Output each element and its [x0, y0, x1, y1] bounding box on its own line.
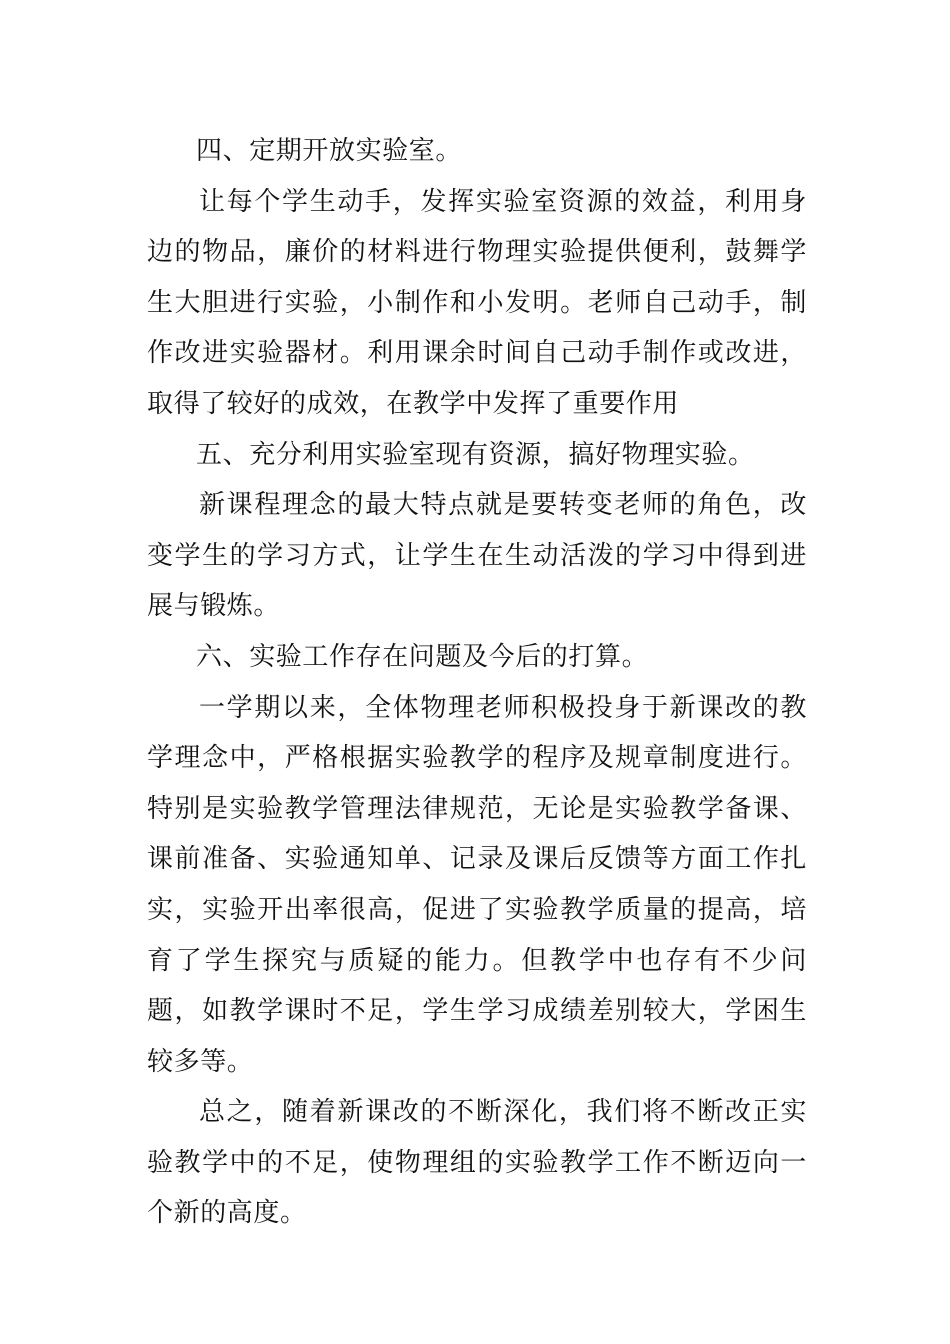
- section-heading-6: 六、实验工作存在问题及今后的打算。: [196, 641, 649, 672]
- paragraph-new-curriculum: 新课程理念的最大特点就是要转变老师的角色，改变学生的学习方式，让学生在生动活泼的学习中得到进展与锻炼。: [147, 490, 807, 622]
- paragraph-conclusion: 总之，随着新课改的不断深化，我们将不断改正实验教学中的不足，使物理组的实验教学工作不断迈向一个新的高度。: [147, 1097, 807, 1229]
- section-heading-4: 四、定期开放实验室。: [196, 136, 463, 166]
- paragraph-semester-review: 一学期以来，全体物理老师积极投身于新课改的教学理念中，严格根据实验教学的程序及规章制度进行。特别是实验教学管理法律规范，无论是实验教学备课、课前准备、实验通知单、记录及课后反馈等方面工作扎实，实验开出率很高，促进了实验教学质量的提高，培育了学生探究与质疑的能力。但教学中也存有不少问题，如教学课时不足，学生学习成绩差别较大，学困生较多等。: [147, 692, 807, 1077]
- paragraph-open-lab: 让每个学生动手，发挥实验室资源的效益，利用身边的物品，廉价的材料进行物理实验提供便利，鼓舞学生大胆进行实验，小制作和小发明。老师自己动手，制作改进实验器材。利用课余时间自己动手制作或改进，取得了较好的成效，在教学中发挥了重要作用: [147, 186, 807, 419]
- section-heading-5: 五、充分利用实验室现有资源，搞好物理实验。: [196, 439, 755, 470]
- document-body: [147, 126, 807, 1239]
